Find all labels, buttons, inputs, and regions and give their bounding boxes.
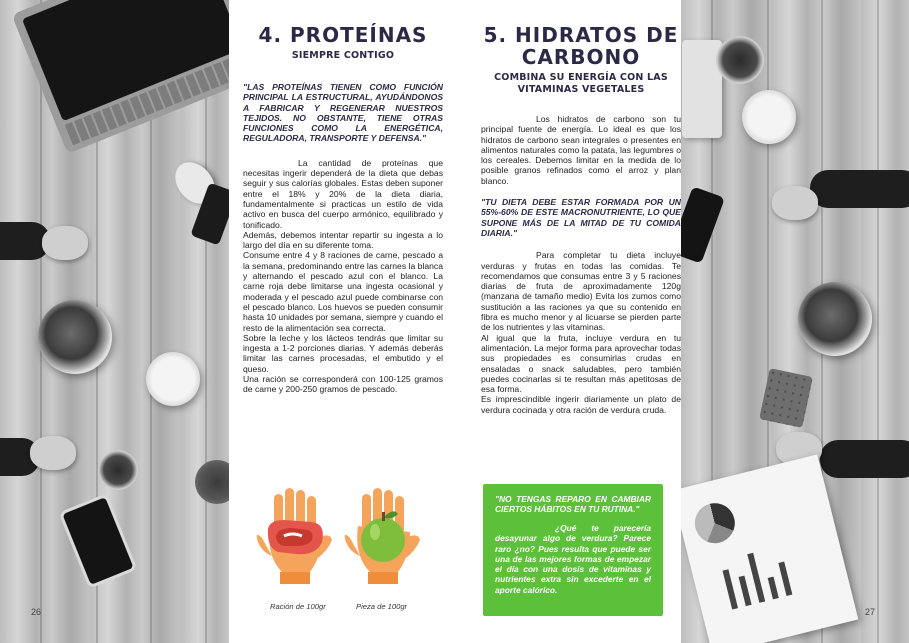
bar-graphic bbox=[778, 562, 792, 596]
hand-image bbox=[42, 226, 88, 260]
highlight-quote: "TU DIETA DEBE ESTAR FORMADA POR UN 55%-60% DE ESTE MACRONUTRIENTE, LO QUE SUPONE MÁS DE LA MITAD DE TU COMIDA DIARIA." bbox=[481, 197, 681, 238]
callout-quote: "NO TENGAS REPARO EN CAMBIAR CIERTOS HÁBITOS EN TU RUTINA." bbox=[495, 494, 651, 514]
background-photo-left bbox=[0, 0, 229, 643]
caption-meat: Ración de 100gr bbox=[270, 602, 326, 611]
section-hidratos bbox=[481, 0, 681, 415]
section-title-line2: CARBONO bbox=[521, 45, 641, 69]
paragraph: Al igual que la fruta, incluye verdura en tu alimentación. La mejor forma para aprovechar todas sus propiedades es consumirlas crudas en ensaladas o snack saludables, pero también puedes cocinarlas si te resultan más apetitosas de esa forma. bbox=[481, 332, 681, 395]
arm-image bbox=[820, 440, 909, 478]
hand-with-meat-illustration bbox=[256, 486, 336, 586]
bar-graphic bbox=[739, 576, 752, 607]
bar-graphic bbox=[768, 577, 779, 600]
salad-bowl-image bbox=[38, 300, 112, 374]
page-number-right: 27 bbox=[865, 607, 876, 617]
arm-image bbox=[810, 170, 909, 208]
coffee-cup-image bbox=[742, 90, 796, 144]
coffee-cup-image bbox=[146, 352, 200, 406]
tip-callout-box bbox=[483, 484, 663, 616]
paragraph: La cantidad de proteínas que necesitas ingerir dependerá de la dieta que debas seguir y sus calorías globales. Estas deben suponer entre el 18% y 20% de la dieta diaria, fundamentalmente si practicas un estilo de vida activo en busca del cuerpo armónico, equilibrado y tonificado. bbox=[243, 157, 443, 230]
caption-apple: Pieza de 100gr bbox=[356, 602, 408, 611]
paragraph: Una ración se corresponderá con 100-125 gramos de carne y 200-250 gramos de pescado. bbox=[243, 374, 443, 395]
plate-image bbox=[195, 460, 229, 504]
section-subtitle: SIEMPRE CONTIGO bbox=[291, 50, 395, 61]
section-title: 4. PROTEÍNAS bbox=[258, 23, 428, 47]
paragraph: Sobre la leche y los lácteos tendrás que limitar su ingesta a 1-2 porciones diarias. Y además deberás limitar las carnes procesadas, el embutido y el queso. bbox=[243, 332, 443, 374]
laptop-image bbox=[12, 0, 229, 154]
paragraph: Los hidratos de carbono son tu principal fuente de energía. Lo ideal es que los hidratos de carbono sean integrales o presentes en alimentos naturales como la patata, las legumbres o los cereales. Debemos limitar en la medida de lo posible granos refinados como el arroz y plan blanco. bbox=[481, 114, 681, 186]
hand-with-apple-illustration bbox=[344, 486, 424, 586]
steak-icon bbox=[268, 520, 323, 554]
page-number-left: 26 bbox=[31, 607, 42, 617]
table-plank-line bbox=[877, 0, 879, 643]
section-title: 5. HIDRATOS DE bbox=[483, 23, 679, 47]
salad-bowl-image bbox=[798, 282, 872, 356]
bar-graphic bbox=[747, 553, 765, 603]
paragraph: Para completar tu dieta incluye verduras y frutas en todas las comidas. Te recomendamos que consumas entre 3 y 5 raciones diarias de fruta de aproximadamente 120g (manzana de tamaño medio) Evita los zumos como sustitución a las raciones ya que su contenido en fibra es mucho menor y al licuarse se pierden parte de los nutrientes y las vitaminas. bbox=[481, 250, 681, 333]
phone-image bbox=[59, 493, 138, 589]
section-proteinas bbox=[243, 0, 443, 395]
paragraph: Además, debemos intentar repartir su ingesta a lo largo del día en su diferente toma. bbox=[243, 229, 443, 251]
glass-image bbox=[716, 36, 764, 84]
section-subtitle: COMBINA SU ENERGÍA CON LAS VITAMINAS VEGETALES bbox=[494, 72, 668, 95]
paragraph: Es imprescindible ingerir diariamente un plato de verdura cocinada y otra ración de verdura cruda. bbox=[481, 394, 681, 415]
callout-text: ¿Qué te parecería desayunar algo de verdura? Parece raro ¿no? Pues resulta que puede ser una de las mejores formas de empezar el día con una dosis de vitaminas y nutrientes extra sin excederte en el aporte calórico. bbox=[495, 523, 651, 595]
pie-chart-graphic bbox=[691, 499, 739, 547]
highlight-quote: "LAS PROTEÍNAS TIENEN COMO FUNCIÓN PRINCIPAL LA ESTRUCTURAL, AYUDÁNDONOS A FABRICAR Y REGENERAR NUESTROS TEJIDOS. NO OBSTANTE, TIENE OTRAS FUNCIONES COMO LA ENERGÉTICA, REGULADORA, TRANSPORTE Y DEFENSA." bbox=[243, 82, 443, 144]
paragraph: Consume entre 4 y 8 raciones de carne, pescado a la semana, predominando entre las carnes la blanca y alternando el pescado azul con el blanco. La carne roja debe limitarse una ingesta ocasional y moderada y el pescado azul puede combinarse con el pescado blanco. Los huevos se pueden consumir hasta 10 unidades por semana, siempre y cuando el resto de la alimentación sea correcta. bbox=[243, 250, 443, 333]
hand-image bbox=[772, 186, 818, 220]
bar-graphic bbox=[723, 569, 738, 609]
glass-image bbox=[98, 450, 138, 490]
hand-image bbox=[30, 436, 76, 470]
